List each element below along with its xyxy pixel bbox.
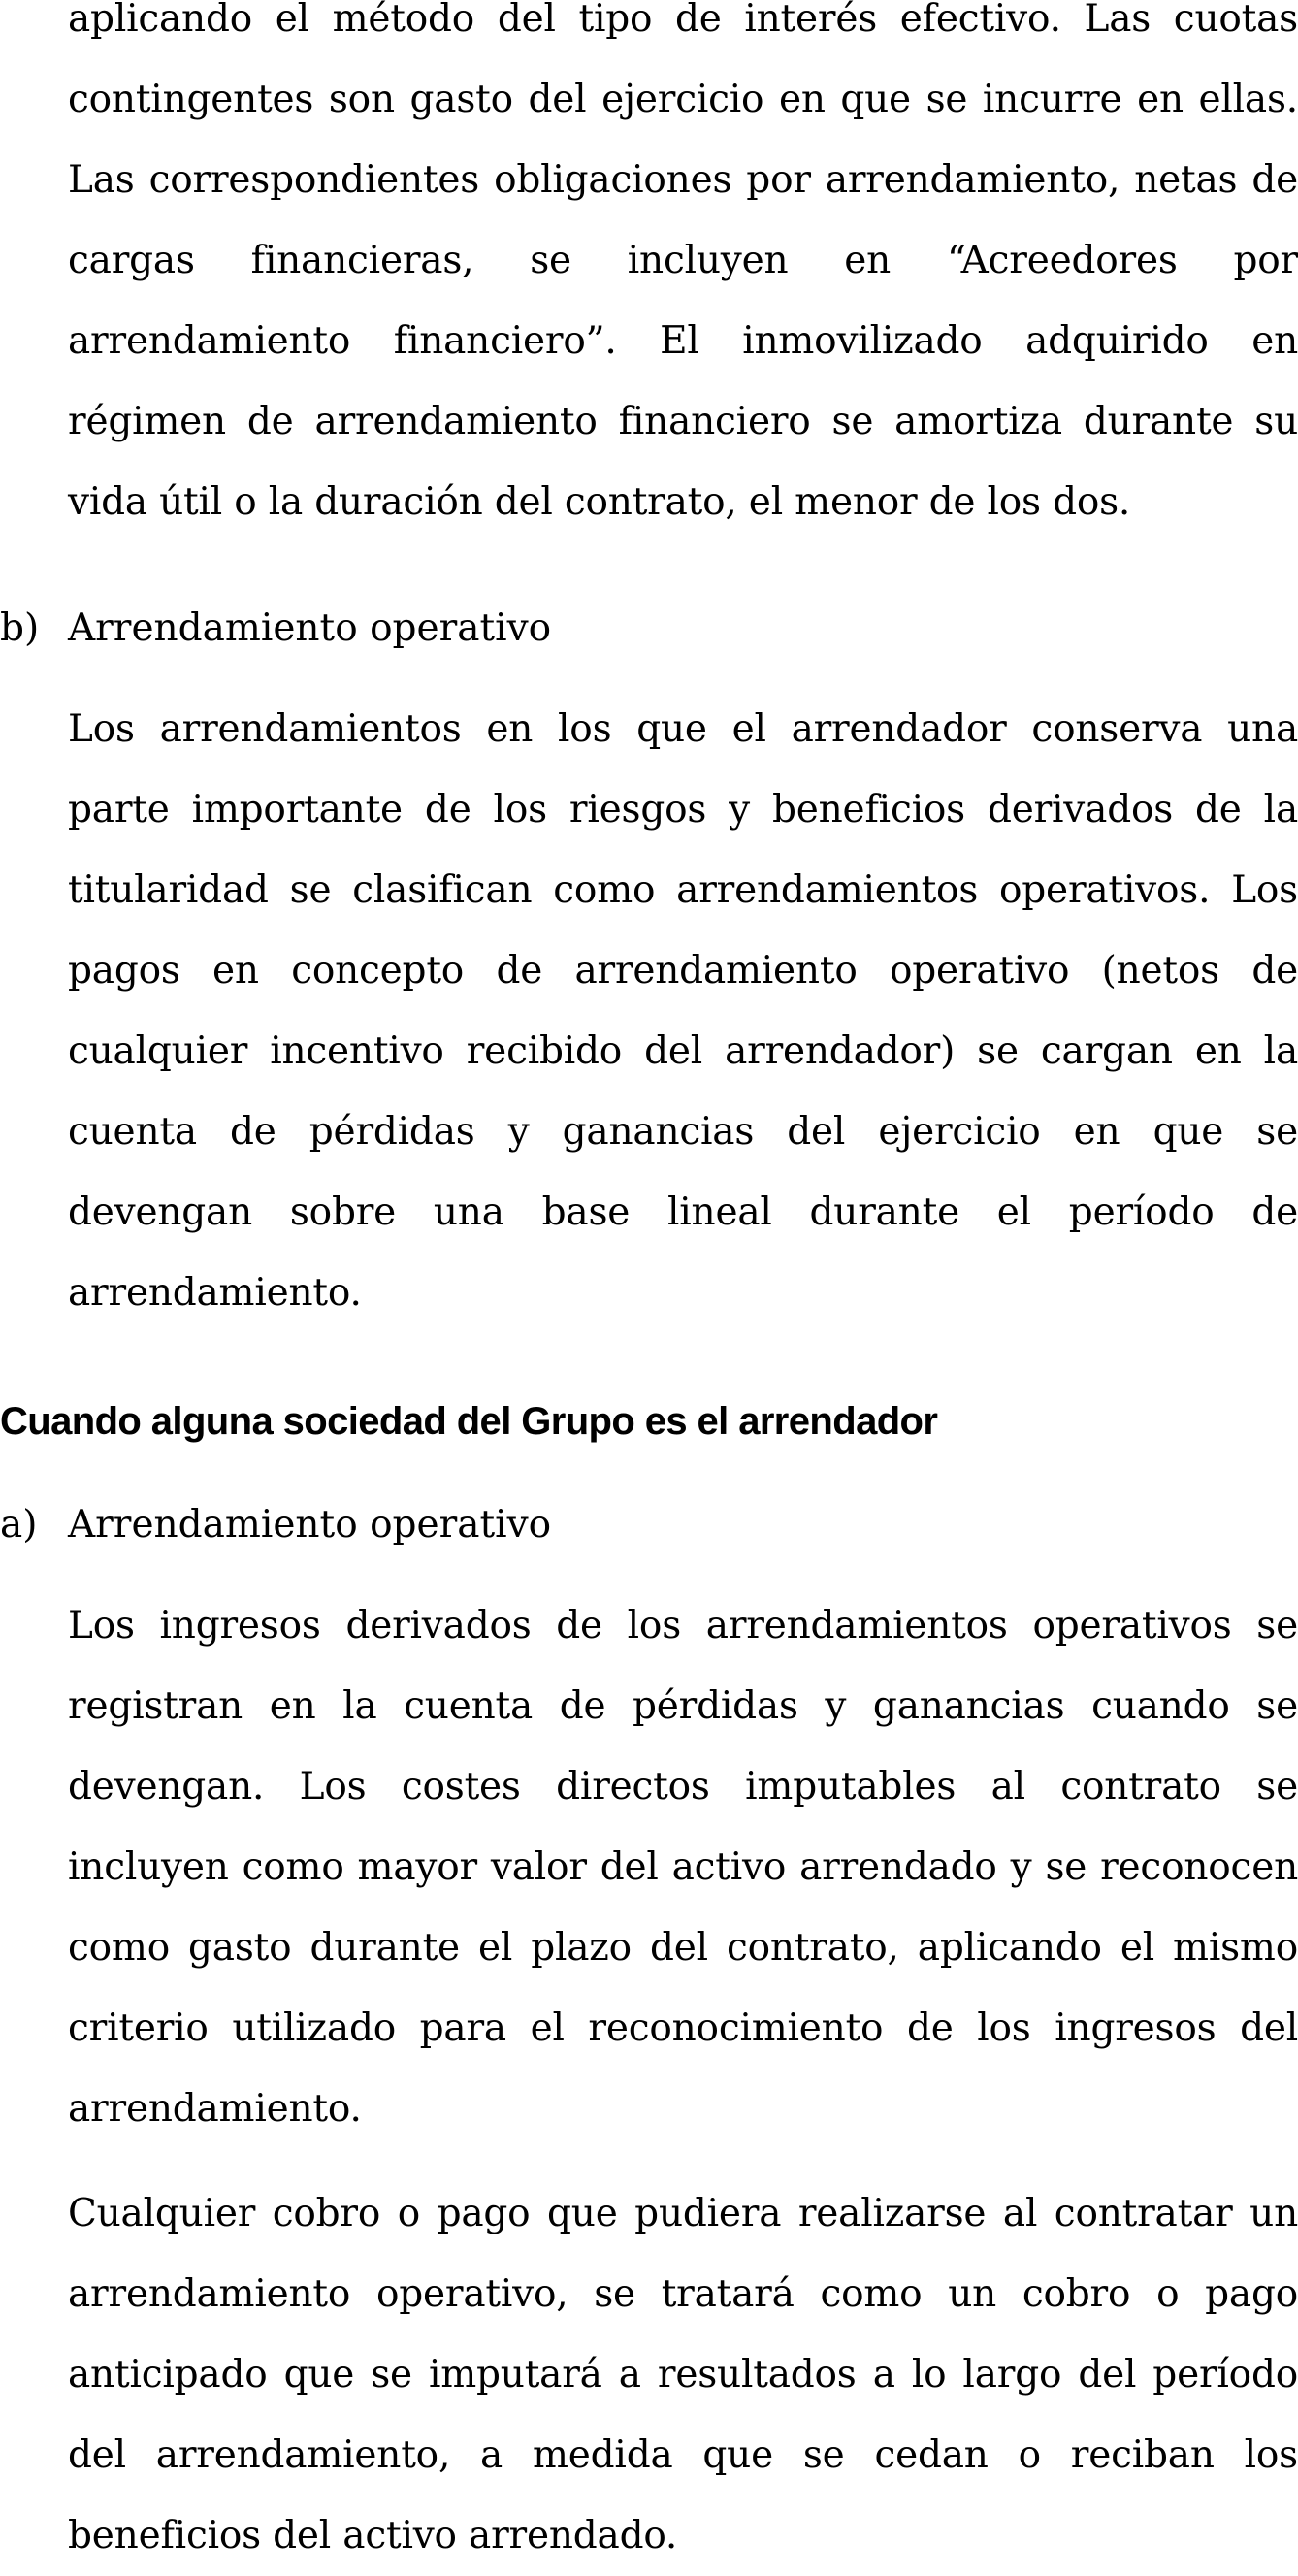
paragraph-operating-lease-prepayments: Cualquier cobro o pago que pudiera realizarse al contratar un arrendamiento operativo, se tratará como un cobro o pago anticipado que se imputará a resultados a lo largo del período del arrendamiento, a medida que se cedan o reciban los beneficios del activo arrendado. [68,2192,1298,2558]
list-item-label-b: Arrendamiento operativo [68,606,552,650]
list-item-label-a: Arrendamiento operativo [68,1503,552,1547]
list-marker-b: b) [0,606,40,650]
paragraph-operating-lease-income: Los ingresos derivados de los arrendamientos operativos se registran en la cuenta de pérdidas y ganancias cuando se devengan. Los costes directos imputables al contrato se incluyen como mayor valor del activo arrendado y se reconocen como gasto durante el plazo del contrato, aplicando el mismo criterio utilizado para el reconocimiento de los ingresos del arrendamiento. [68,1604,1298,2131]
list-marker-a: a) [0,1503,38,1547]
section-heading-lessor: Cuando alguna sociedad del Grupo es el arrendador [0,1400,938,1443]
paragraph-finance-lease-continued: aplicando el método del tipo de interés efectivo. Las cuotas contingentes son gasto del ejercicio en que se incurre en ellas. Las correspondientes obligaciones por arrendamiento, netas de cargas financieras, se incluyen en “Acreedores por arrendamiento financiero”. El inmovilizado adquirido en régimen de arrendamiento financiero se amortiza durante su vida útil o la duración del contrato, el menor de los dos. [68,0,1298,524]
paragraph-operating-lease-lessee: Los arrendamientos en los que el arrendador conserva una parte importante de los riesgos y beneficios derivados de la titularidad se clasifican como arrendamientos operativos. Los pagos en concepto de arrendamiento operativo (netos de cualquier incentivo recibido del arrendador) se cargan en la cuenta de pérdidas y ganancias del ejercicio en que se devengan sobre una base lineal durante el período de arrendamiento. [68,707,1298,1315]
